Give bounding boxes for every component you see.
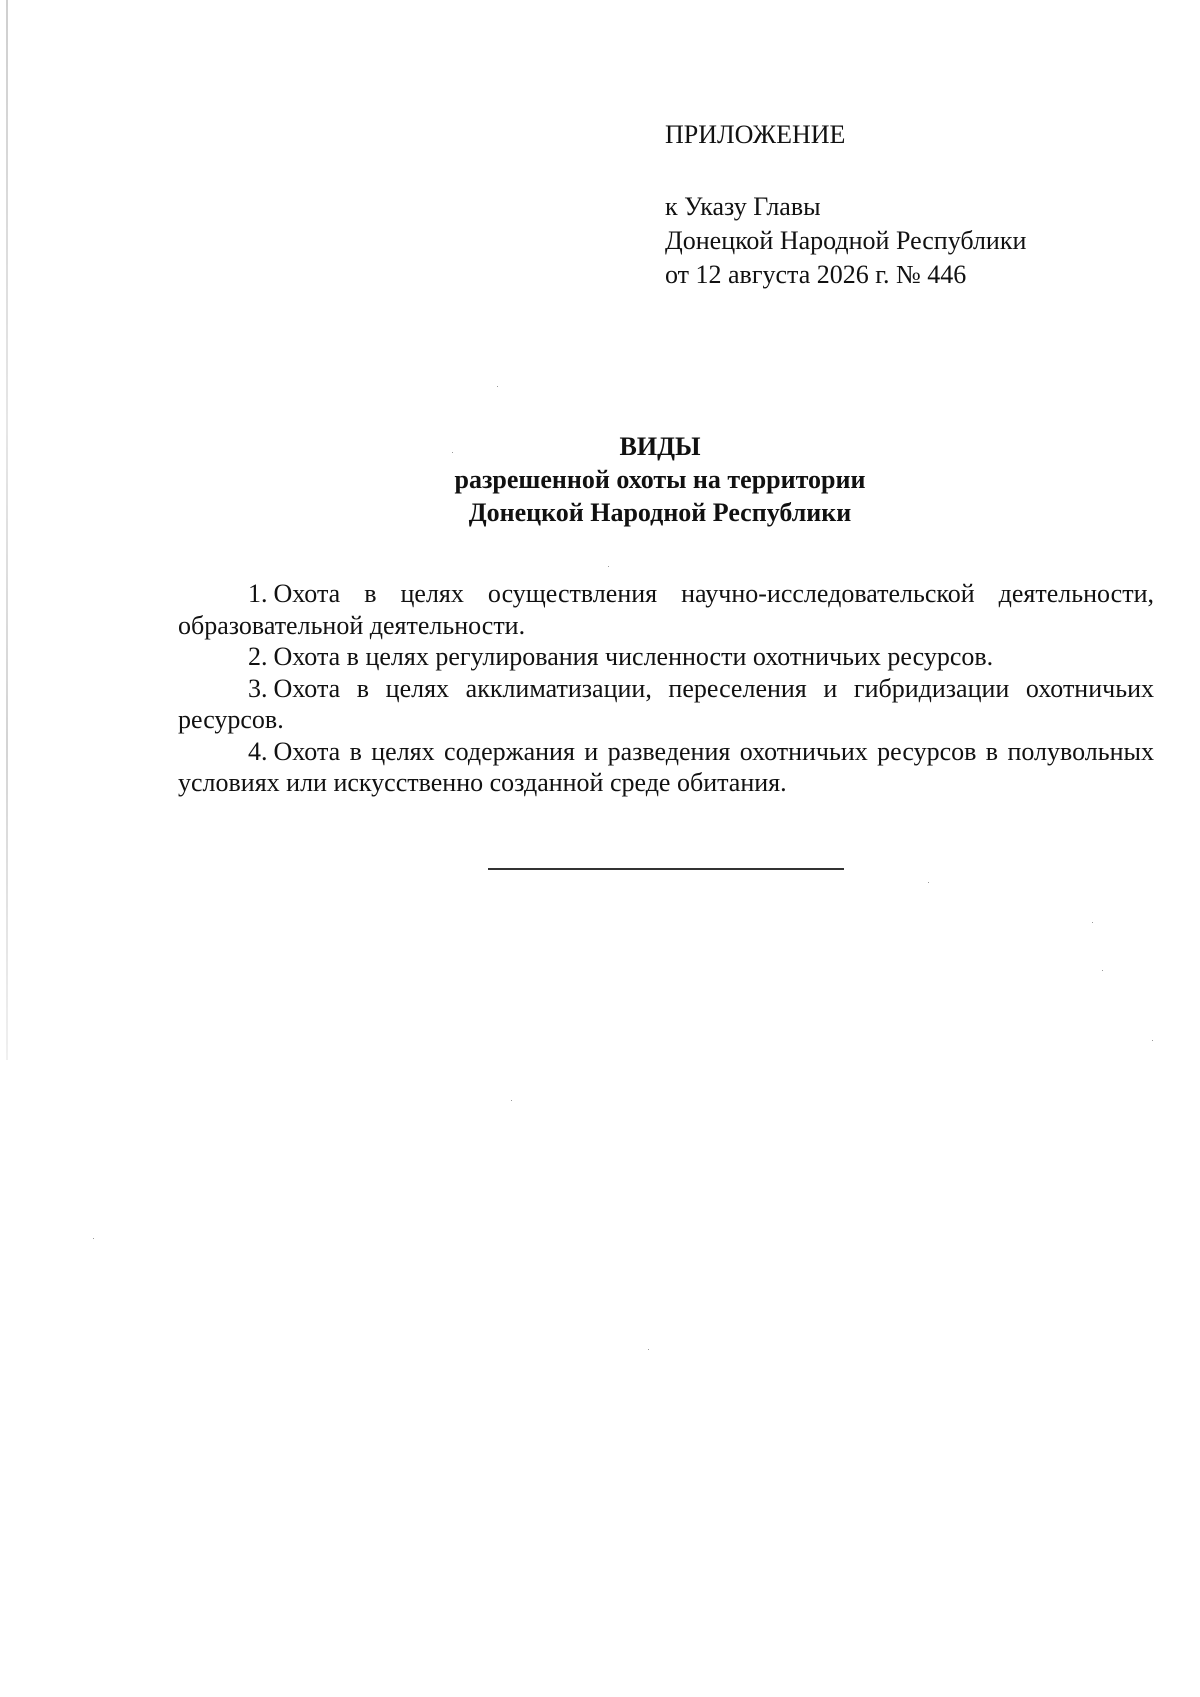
hunting-types-list: [178, 578, 1154, 799]
list-item: [178, 673, 1154, 736]
list-item-number: 3.: [248, 673, 268, 703]
scan-speck: [497, 386, 498, 387]
list-item-text: Охота в целях регулирования численности охотничьих ресурсов.: [273, 642, 994, 671]
appendix-date-number-line: от 12 августа 2026 г. № 446: [665, 260, 967, 289]
appendix-republic-line: Донецкой Народной Республики: [665, 226, 1027, 255]
heading-subtitle-republic: Донецкой Народной Республики: [468, 498, 852, 527]
heading-subtitle: разрешенной охоты на территории: [454, 465, 866, 494]
scan-speck: [1102, 970, 1103, 971]
scan-edge-line: [6, 0, 8, 1060]
scan-speck: [1092, 922, 1093, 923]
scan-speck: [1152, 1040, 1153, 1041]
appendix-reference-line: к Указу Главы: [665, 192, 821, 221]
list-item-number: 1.: [248, 579, 268, 608]
document-heading: [160, 430, 1160, 529]
scan-speck: [511, 1100, 512, 1101]
list-item-number: 4.: [248, 736, 268, 766]
list-item-text: Охота в целях содержания и разведения охотничьих ресурсов в полувольных условиях или искусственно созданной среде обитания.: [178, 736, 1154, 797]
list-item-text: Охота в целях акклиматизации, переселения и гибридизации охотничьих ресурсов.: [178, 673, 1154, 734]
list-item-number: 2.: [248, 642, 268, 671]
appendix-title: ПРИЛОЖЕНИЕ: [665, 120, 846, 149]
scan-speck: [93, 1238, 94, 1239]
end-divider-line: [488, 868, 844, 870]
list-item: [178, 641, 1154, 673]
list-item: [178, 578, 1154, 641]
scan-speck: [648, 1349, 649, 1350]
appendix-block: [665, 118, 1026, 292]
scan-speck: [608, 566, 609, 567]
scan-speck: [928, 882, 929, 883]
list-item-text: Охота в целях осуществления научно-исследовательской деятельности, образовательной деятельности.: [178, 579, 1154, 640]
heading-title: ВИДЫ: [619, 432, 701, 461]
list-item: [178, 736, 1154, 799]
